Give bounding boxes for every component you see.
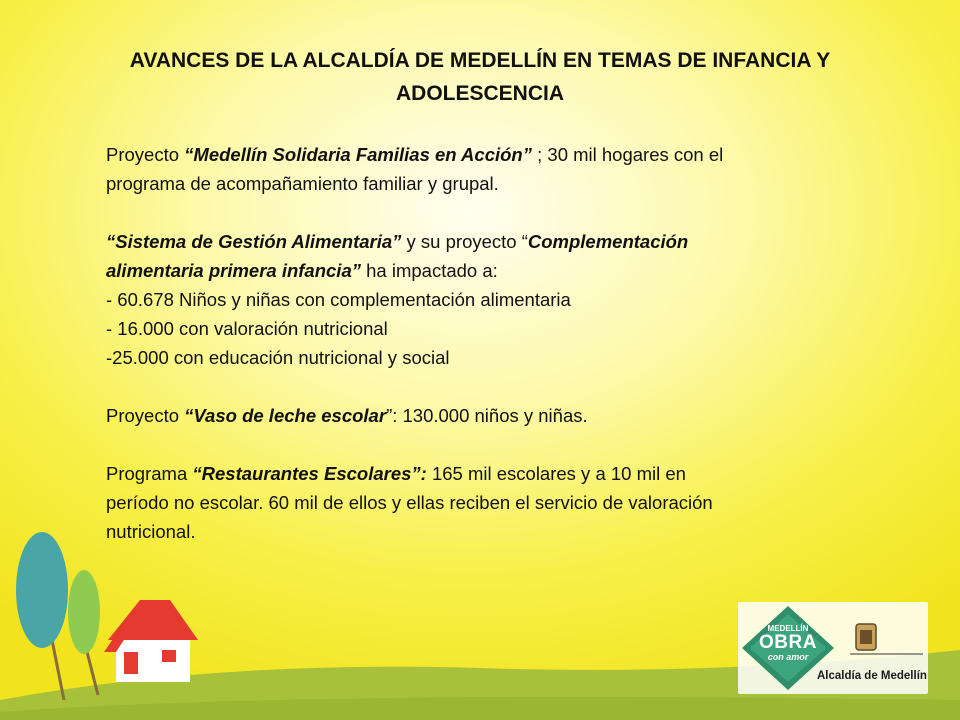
title-line-2: ADOLESCENCIA bbox=[395, 82, 564, 105]
list-item: -25.000 con educación nutricional y social bbox=[106, 347, 450, 368]
green-tree-icon bbox=[68, 570, 100, 654]
paragraph-vaso-de-leche: Proyecto “Vaso de leche escolar”: 130.000 niños y niñas. bbox=[106, 405, 588, 426]
paragraph-medellin-solidaria: Proyecto “Medellín Solidaria Familias en Acción” ; 30 mil hogares con el programa de acompañamiento familiar y grupal. bbox=[106, 144, 724, 194]
paragraph-restaurantes-escolares: Programa “Restaurantes Escolares”: 165 mil escolares y a 10 mil en período no escolar. 60 mil de ellos y ellas reciben el servicio de valoración nutricional. bbox=[106, 463, 713, 542]
page-title bbox=[60, 44, 900, 110]
alcaldia-logo-text: Alcaldía de Medellín bbox=[817, 670, 927, 682]
teal-tree-icon bbox=[16, 532, 68, 648]
slide-body bbox=[106, 140, 876, 575]
list-item: - 60.678 Niños y niñas con complementación alimentaria bbox=[106, 289, 571, 310]
house-icon bbox=[104, 600, 198, 682]
list-item: - 16.000 con valoración nutricional bbox=[106, 318, 388, 339]
obra-con-amor-logo: MEDELLÍN OBRA con amor bbox=[759, 624, 817, 662]
title-line-1: AVANCES DE LA ALCALDÍA DE MEDELLÍN EN TEMAS DE INFANCIA Y bbox=[129, 49, 831, 72]
paragraph-gestion-alimentaria: “Sistema de Gestión Alimentaria” y su proyecto “Complementación alimentaria primera infancia” ha impactado a: - 60.678 Niños y niñas con complementación alimentaria - 16.000 con valoración nutricional -25.000 con educación nutricional y social bbox=[106, 231, 689, 368]
